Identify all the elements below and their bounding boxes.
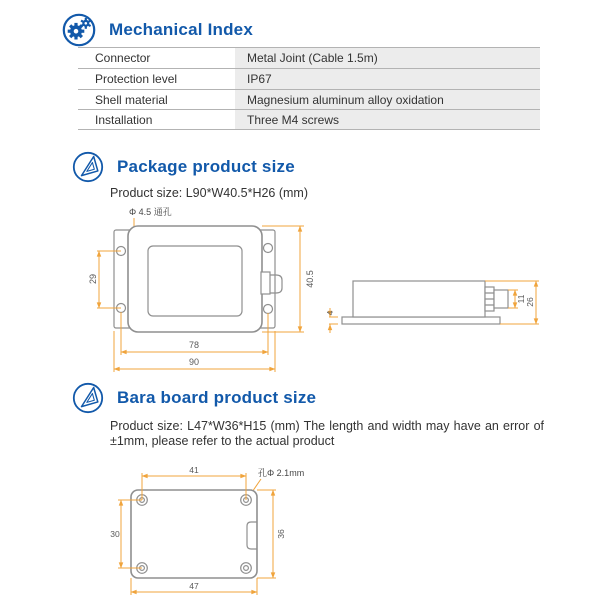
table-row [78, 89, 540, 110]
set-square-icon [72, 151, 104, 183]
bara-board-drawing [110, 465, 335, 600]
display-window [148, 246, 242, 316]
table-row-value: Magnesium aluminum alloy oxidation [235, 90, 540, 110]
dim-body-height: 26 [525, 297, 535, 307]
screw-hole [264, 244, 273, 253]
dim-hole-pitch-horizontal: 41 [189, 465, 199, 475]
mechanical-index-table [78, 47, 540, 130]
dim-hole-pitch-vertical: 30 [110, 529, 120, 539]
screw-hole [264, 305, 273, 314]
hole-spec-label: Φ 4.5 通孔 [129, 207, 172, 217]
extension-lines [329, 317, 338, 324]
table-row-label: Connector [95, 51, 151, 65]
package-product-size-text: Product size: L90*W40.5*H26 (mm) [110, 186, 308, 200]
bara-product-size-text: Product size: L47*W36*H15 (mm) The length and width may have an error of ±1mm, please refer to the actual product [110, 419, 544, 448]
side-flange [342, 317, 500, 324]
section-package-header [72, 151, 295, 183]
board-hole-spec-label: 孔Φ 2.1mm [258, 468, 305, 478]
set-square-icon [72, 382, 104, 414]
dim-width: 47 [189, 581, 199, 591]
connector-base [261, 272, 270, 294]
side-connector-plug [494, 290, 508, 308]
section-mechanical-header [62, 13, 253, 47]
table-row-label: Protection level [95, 71, 178, 86]
dim-connector-height: 11 [516, 294, 526, 304]
package-side-view-drawing [325, 255, 540, 345]
dim-height: 40.5 [305, 270, 315, 288]
section-title-mechanical: Mechanical Index [109, 20, 253, 39]
table-row [78, 109, 540, 130]
table-row-value: Metal Joint (Cable 1.5m) [235, 48, 540, 68]
section-title-bara: Bara board product size [117, 388, 317, 407]
gears-icon [62, 13, 96, 47]
table-row-label: Shell material [95, 92, 168, 107]
package-front-view-drawing [85, 200, 335, 375]
table-row-value: Three M4 screws [235, 110, 540, 129]
board-outline [131, 490, 257, 578]
table-row-value: IP67 [235, 69, 540, 89]
dim-height: 36 [276, 529, 286, 539]
dim-width: 90 [188, 357, 200, 367]
dim-hole-pitch-vertical: 29 [88, 273, 98, 285]
section-title-package: Package product size [117, 157, 295, 176]
dim-hole-pitch-horizontal: 78 [188, 340, 200, 350]
table-row [78, 47, 540, 68]
side-body [353, 281, 485, 317]
table-row-label: Installation [95, 113, 153, 128]
dim-flange-thickness: 4 [325, 310, 335, 316]
table-row [78, 68, 540, 89]
section-bara-header [72, 382, 316, 414]
